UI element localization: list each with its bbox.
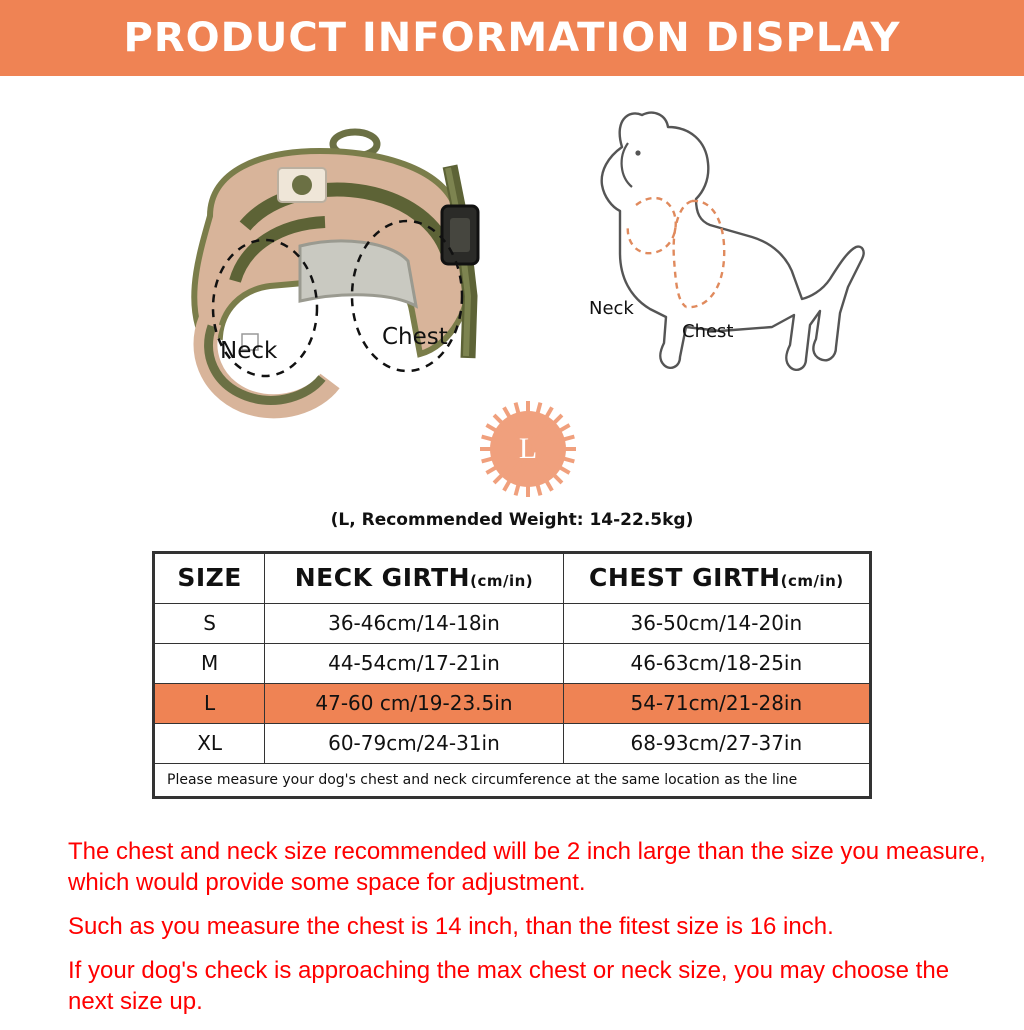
header-chest-unit: (cm/in) [780,572,844,590]
row-size: XL [155,724,265,764]
page-title: PRODUCT INFORMATION DISPLAY [123,15,901,61]
footer-paragraph-1: The chest and neck size recommended will be 2 inch large than the size you measure, which would provide some space for adjustment. [68,838,986,896]
harness-chest-label: Chest [382,324,448,350]
measure-note: Please measure your dog's chest and neck circumference at the same location as the line [155,764,870,797]
header-neck-unit: (cm/in) [470,572,534,590]
table-row [155,644,870,684]
row-size: S [155,604,265,644]
footer-paragraph-2: Such as you measure the chest is 14 inch, than the fitest size is 16 inch. [68,913,834,940]
row-size: M [155,644,265,684]
table-header-row [155,554,870,604]
row-neck: 47-60 cm/19-23.5in [265,684,563,724]
header-chest [563,554,869,604]
row-chest: 36-50cm/14-20in [563,604,869,644]
header-chest-text: CHEST GIRTH [589,563,781,592]
header-neck-text: NECK GIRTH [294,563,471,592]
table-row [155,724,870,764]
row-size: L [155,684,265,724]
table-row [155,604,870,644]
row-chest: 46-63cm/18-25in [563,644,869,684]
dog-harness-photo [150,96,510,426]
header-banner [0,0,1024,76]
table-row-highlighted [155,684,870,724]
header-neck [265,554,563,604]
header-size: SIZE [155,554,265,604]
row-neck: 36-46cm/14-18in [265,604,563,644]
row-chest: 54-71cm/21-28in [563,684,869,724]
dog-outline-icon [510,101,870,401]
size-badge-caption: (L, Recommended Weight: 14-22.5kg) [330,510,694,530]
table-note-row [155,764,870,797]
row-neck: 60-79cm/24-31in [265,724,563,764]
footer-notes [68,836,988,1030]
footer-paragraph-3: If your dog's check is approaching the max chest or neck size, you may choose the next size up. [68,957,950,1015]
dog-neck-label: Neck [589,298,634,319]
size-badge [478,399,578,499]
dog-chest-label: Chest [682,321,734,342]
size-badge-letter: L [518,432,538,465]
size-chart-table [152,551,872,799]
harness-neck-label: Neck [220,338,278,364]
row-neck: 44-54cm/17-21in [265,644,563,684]
row-chest: 68-93cm/27-37in [563,724,869,764]
